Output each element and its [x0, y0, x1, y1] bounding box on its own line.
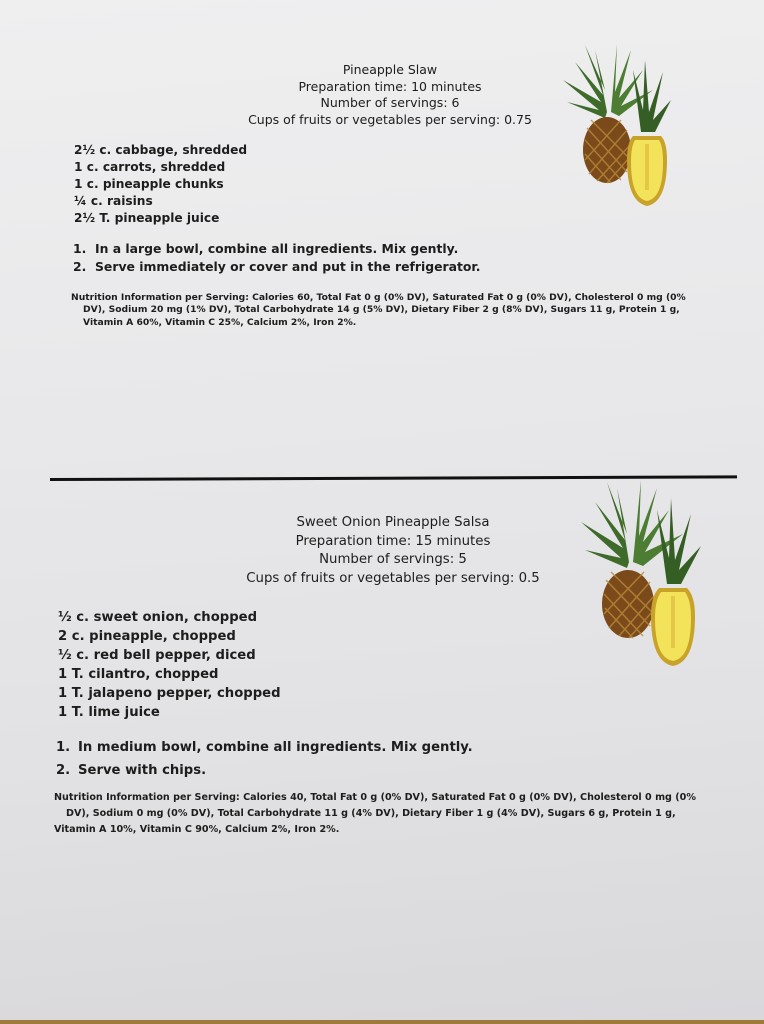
step-text: In medium bowl, combine all ingredients. Mix gently.	[78, 740, 473, 755]
step-text: In a large bowl, combine all ingredients. Mix gently.	[95, 241, 459, 256]
step-number: 2.	[56, 763, 71, 778]
nutrition-info	[54, 790, 744, 838]
nutrition-info	[71, 292, 721, 329]
prep-time: Preparation time: 10 minutes	[298, 78, 482, 94]
recipe-header	[238, 514, 548, 588]
ingredient-list	[74, 142, 247, 227]
instruction-step	[56, 736, 473, 759]
instruction-list	[73, 240, 480, 276]
pineapple-icon	[555, 40, 675, 210]
nutrition-line: Nutrition Information per Serving: Calories 40, Total Fat 0 g (0% DV), Saturated Fat 0 g (0% DV), Cholesterol 0 mg (0%	[54, 792, 696, 803]
prep-time: Preparation time: 15 minutes	[295, 533, 491, 549]
recipe-title: Pineapple Slaw	[342, 62, 438, 77]
ingredient-item: ½ c. sweet onion, chopped	[58, 610, 258, 625]
ingredient-item: 1 c. carrots, shredded	[74, 160, 226, 174]
ingredient-item: ½ c. red bell pepper, diced	[58, 648, 256, 663]
instruction-step	[56, 759, 473, 782]
step-text: Serve with chips.	[78, 763, 207, 778]
step-number: 1.	[73, 241, 87, 256]
ingredient-item: 1 c. pineapple chunks	[74, 177, 224, 191]
instruction-step	[73, 258, 480, 276]
recipe-header	[248, 62, 532, 128]
servings: Number of servings: 6	[320, 95, 460, 110]
ingredient-item: 2½ T. pineapple juice	[74, 211, 220, 225]
nutrition-line: Vitamin A 60%, Vitamin C 25%, Calcium 2%, Iron 2%.	[83, 316, 357, 328]
ingredient-item: ¼ c. raisins	[74, 194, 153, 208]
nutrition-line: Vitamin A 10%, Vitamin C 90%, Calcium 2%, Iron 2%.	[54, 824, 340, 835]
step-number: 1.	[56, 740, 71, 755]
instruction-step	[73, 240, 480, 258]
cups-per-serving: Cups of fruits or vegetables per serving: 0.5	[246, 570, 540, 586]
ingredient-item: 1 T. jalapeno pepper, chopped	[58, 686, 281, 701]
step-number: 2.	[73, 259, 87, 274]
recipe-title: Sweet Onion Pineapple Salsa	[296, 515, 490, 530]
step-text: Serve immediately or cover and put in the refrigerator.	[95, 259, 481, 274]
instruction-list	[56, 736, 473, 782]
pineapple-icon	[575, 476, 705, 671]
cups-per-serving: Cups of fruits or vegetables per serving: 0.75	[248, 111, 532, 127]
ingredient-item: 2 c. pineapple, chopped	[58, 629, 236, 644]
nutrition-line: Nutrition Information per Serving: Calories 60, Total Fat 0 g (0% DV), Saturated Fat 0 g (0% DV), Cholesterol 0 mg (0%	[71, 292, 686, 303]
ingredient-item: 1 T. lime juice	[58, 705, 160, 720]
ingredient-list	[58, 608, 281, 722]
ingredient-item: 1 T. cilantro, chopped	[58, 667, 219, 682]
nutrition-line: DV), Sodium 0 mg (0% DV), Total Carbohydrate 11 g (4% DV), Dietary Fiber 1 g (4% DV), Sugars 6 g, Protein 1 g,	[66, 808, 676, 819]
table-edge	[0, 1020, 764, 1024]
servings: Number of servings: 5	[319, 552, 467, 567]
nutrition-line: DV), Sodium 20 mg (1% DV), Total Carbohydrate 14 g (5% DV), Dietary Fiber 2 g (8% DV), Sugars 11 g, Protein 1 g,	[83, 304, 680, 316]
ingredient-item: 2½ c. cabbage, shredded	[74, 143, 248, 157]
